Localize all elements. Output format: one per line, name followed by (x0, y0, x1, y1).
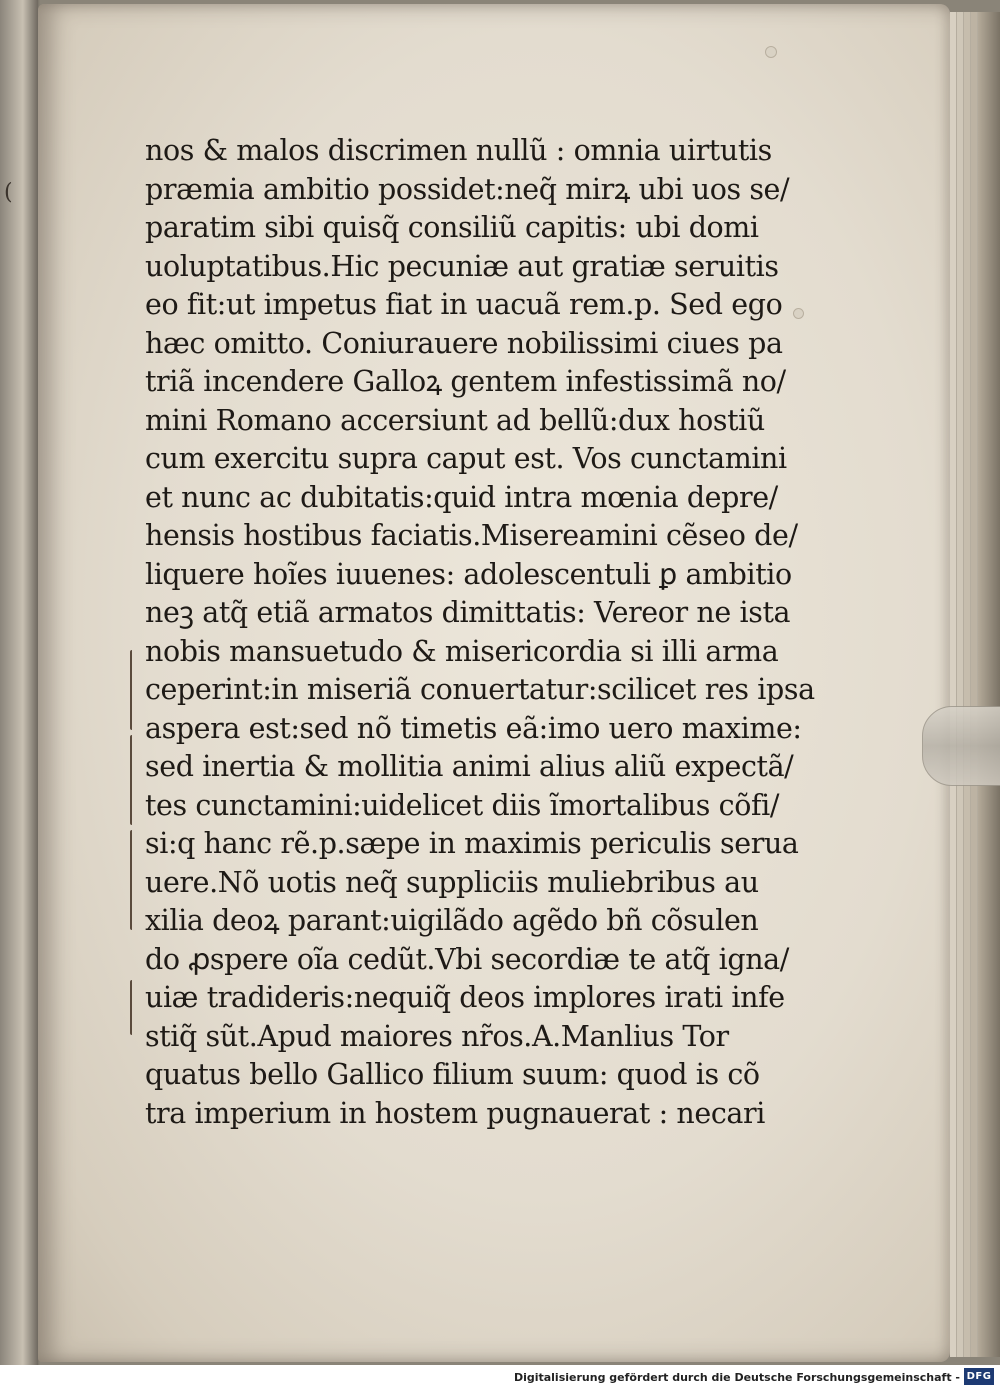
dfg-logo: DFG (964, 1368, 994, 1385)
margin-bracket (130, 735, 132, 825)
text-line: do ꝓspere oĩa cedũt.Vbi secordiæ te atq̃ igna/ (145, 942, 789, 976)
text-line: xilia deoꝝ parant:uigilãdo agẽdo bñ cõsulen (145, 904, 759, 937)
text-line: quatus bello Gallico filium suum: quod is cõ (145, 1058, 760, 1091)
text-line: neꝫ atq̃ etiã armatos dimittatis: Vereor ne ista (145, 596, 791, 629)
footer-bar (0, 1365, 1000, 1390)
text-line: aspera est:sed nõ timetis eã:imo uero maxime: (145, 711, 802, 745)
margin-bracket (130, 830, 132, 930)
text-line: uoluptatibus.Hic pecuniæ aut gratiæ seruitis (145, 249, 779, 283)
text-line: uere.Nõ uotis neq̃ suppliciis muliebribus au (145, 865, 759, 899)
paper-spot (765, 46, 777, 58)
text-line: mini Romano accersiunt ad bellũ:dux hostiũ (145, 403, 765, 437)
text-line: liquere hoĩes iuuenes: adolescentuli ꝑ ambitio (145, 557, 792, 591)
text-line: sed inertia & mollitia animi alius aliũ expectã/ (145, 750, 794, 783)
page-clip (922, 706, 1000, 786)
text-line: hensis hostibus faciatis.Misereamini cẽseo de/ (145, 519, 798, 552)
funding-credit: Digitalisierung gefördert durch die Deutsche Forschungsgemeinschaft - (513, 1371, 960, 1384)
margin-bracket (130, 650, 132, 730)
page-edge (957, 12, 964, 1357)
text-line: nobis mansuetudo & misericordia si illi arma (145, 634, 779, 668)
text-line: hæc omitto. Coniurauere nobilissimi ciues pa (145, 326, 783, 360)
page-edge (971, 12, 978, 1357)
text-line: cum exercitu supra caput est. Vos cunctamini (145, 442, 787, 475)
text-line: triã incendere Galloꝝ gentem infestissimã no/ (145, 365, 786, 398)
margin-bracket (130, 980, 132, 1035)
left-page-edge (0, 0, 38, 1365)
text-line: stiq̃ sũt.Apud maiores nr̃os.A.Manlius Tor (145, 1019, 729, 1053)
text-line: præmia ambitio possidet:neq̃ mirꝝ ubi uos se/ (145, 172, 790, 206)
page-edge (964, 12, 971, 1357)
text-line: paratim sibi quisq̃ consiliũ capitis: ubi domi (145, 211, 759, 244)
text-line: tra imperium in hostem pugnauerat : necari (145, 1096, 765, 1130)
paper-spot (793, 308, 804, 319)
text-line: si:q hanc rẽ.p.sæpe in maximis periculis serua (145, 827, 799, 860)
text-line: eo fit:ut impetus fiat in uacuã rem.p. Sed ego (145, 288, 783, 321)
text-line: ceperint:in miseriã conuertatur:scilicet res ipsa (145, 673, 815, 706)
text-line: et nunc ac dubitatis:quid intra mœnia depre/ (145, 480, 778, 514)
text-line: tes cunctamini:uidelicet diis ĩmortalibus cõfi/ (145, 788, 780, 822)
left-page-mark: ( (4, 180, 13, 205)
page-edge (978, 12, 1000, 1357)
page-edge (950, 12, 957, 1357)
text-line: uiæ tradideris:nequiq̃ deos implores irati infe (145, 981, 785, 1014)
latin-text-block (145, 132, 815, 1133)
text-line: nos & malos discrimen nullũ : omnia uirtutis (145, 134, 772, 167)
